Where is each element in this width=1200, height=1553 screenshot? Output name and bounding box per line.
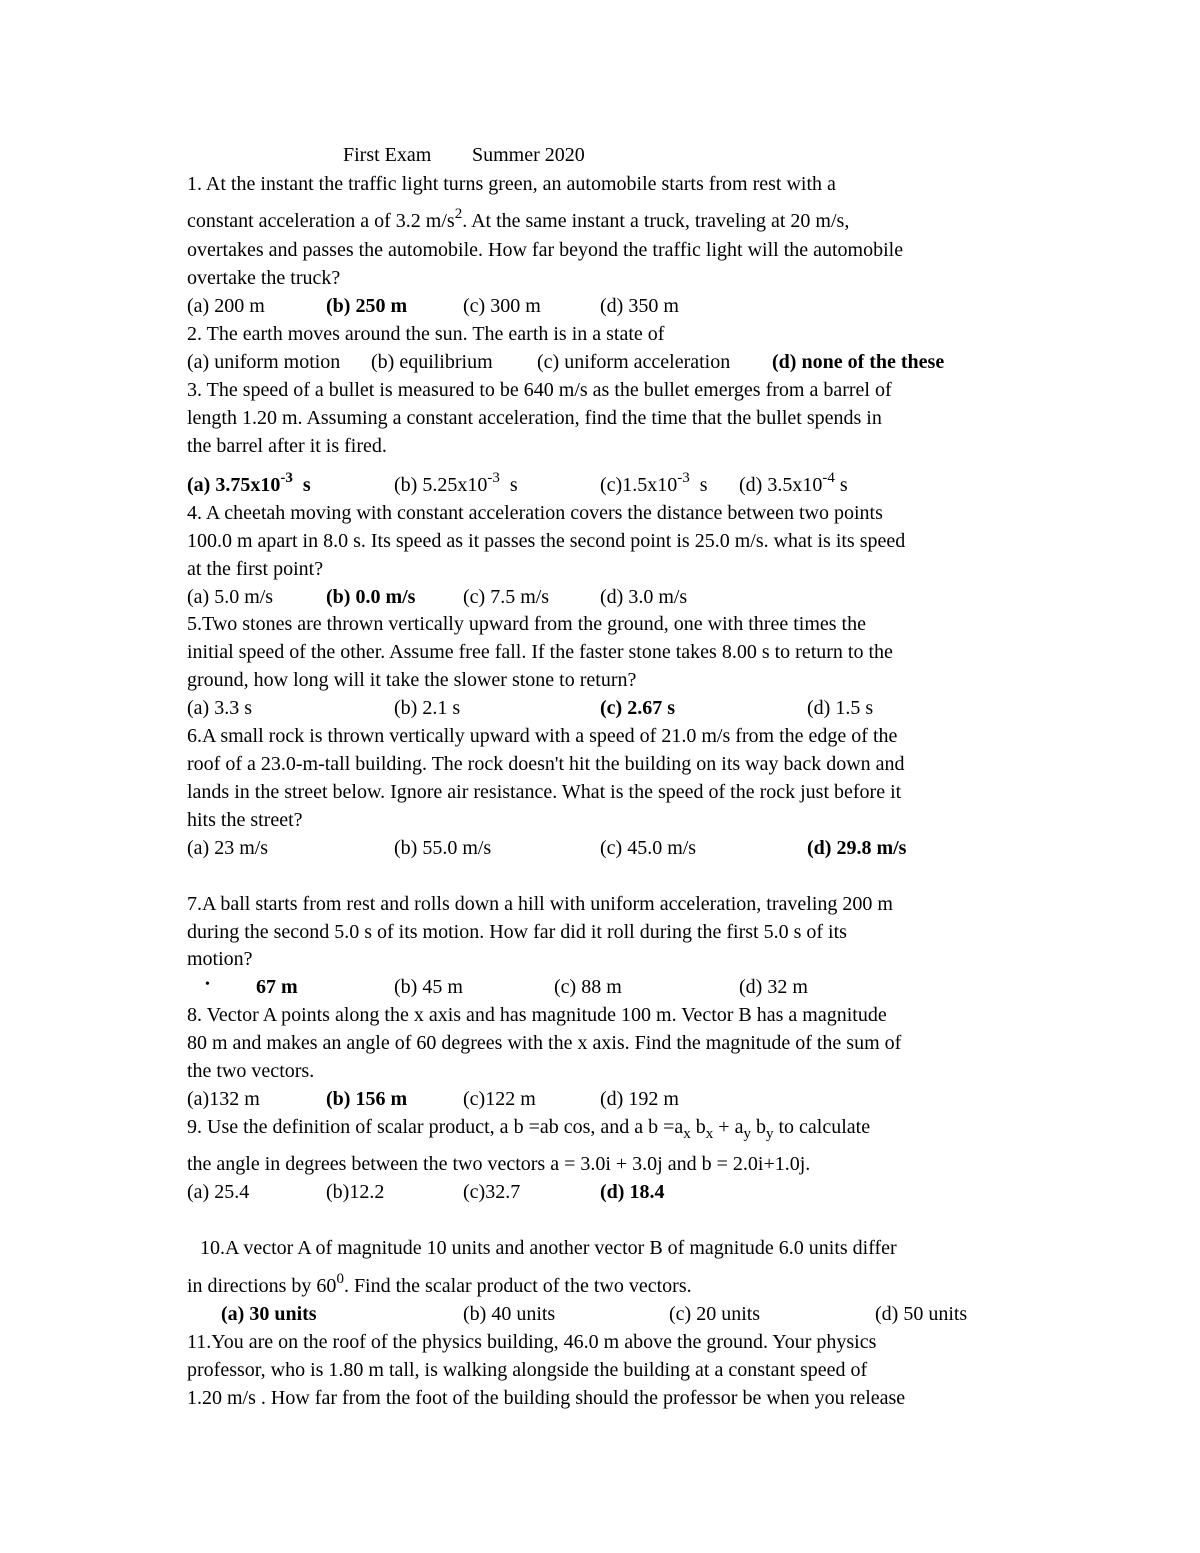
q2-option-b: (b) equilibrium xyxy=(371,351,493,373)
q1-option-d: (d) 350 m xyxy=(600,295,679,317)
q10-line-1: 10.A vector A of magnitude 10 units and another vector B of magnitude 6.0 units differ xyxy=(200,1237,897,1259)
q2-line-1: 2. The earth moves around the sun. The earth is in a state of xyxy=(187,323,665,345)
q9-option-a: (a) 25.4 xyxy=(187,1181,250,1203)
q10-line-2: in directions by $60^0$. Find the scalar product of the two vectors. xyxy=(187,1271,692,1297)
q4-line-2: 100.0 m apart in 8.0 s. Its speed as it passes the second point is 25.0 m/s. what is its speed xyxy=(187,530,906,552)
q7-line-1: 7.A ball starts from rest and rolls down a hill with uniform acceleration, traveling 200 m xyxy=(187,893,893,915)
q3-line-3: the barrel after it is fired. xyxy=(187,435,387,457)
q9-option-b: (b)12.2 xyxy=(326,1181,385,1203)
q4-option-b-answer: (b) 0.0 m/s xyxy=(326,586,416,608)
q10-option-c: (c) 20 units xyxy=(669,1303,761,1325)
q6-option-a: (a) 23 m/s xyxy=(187,837,269,859)
q4-line-1: 4. A cheetah moving with constant acceleration covers the distance between two points xyxy=(187,502,883,524)
q1-option-b-answer: (b) 250 m xyxy=(326,295,408,317)
q2-option-c: (c) uniform acceleration xyxy=(537,351,731,373)
q2-option-a: (a) uniform motion xyxy=(187,351,341,373)
q7-option-b: (b) 45 m xyxy=(394,976,463,998)
q3-option-c: $(c)1.5x10^{-3}$ s xyxy=(600,470,708,496)
q11-line-3: 1.20 m/s . How far from the foot of the building should the professor be when you release xyxy=(187,1387,906,1409)
q1-line-4: overtake the truck? xyxy=(187,267,341,289)
q1-line-2: constant acceleration a of 3.2 $m/s^2$. At the same instant a truck, traveling at 20 m/s, xyxy=(187,206,850,232)
q9-line-2: the angle in degrees between the two vectors a = 3.0i + 3.0j and b = 2.0i+1.0j. xyxy=(187,1153,811,1175)
bullet-icon: • xyxy=(205,977,210,992)
q10-option-d: (d) 50 units xyxy=(875,1303,968,1325)
exam-term: Summer 2020 xyxy=(472,144,585,166)
q9-line-1: 9. Use the definition of scalar product, a b =ab cos, and a $b =a_x$ $b_x + a_y$ $b_y$ to calculate xyxy=(187,1116,871,1142)
q6-line-2: roof of a 23.0-m-tall building. The rock doesn't hit the building on its way back down and xyxy=(187,753,905,775)
q8-line-2: 80 m and makes an angle of 60 degrees with the x axis. Find the magnitude of the sum of xyxy=(187,1032,902,1054)
q4-option-c: (c) 7.5 m/s xyxy=(463,586,550,608)
q3-option-a-answer: (a) $3.75x10^{-3}$ s xyxy=(187,470,311,496)
q8-option-b-answer: (b) 156 m xyxy=(326,1088,408,1110)
exam-title: First Exam xyxy=(343,144,432,166)
q9-option-c: (c)32.7 xyxy=(463,1181,521,1203)
q2-option-d-answer: (d) none of the these xyxy=(772,351,945,373)
q10-option-a-answer: (a) 30 units xyxy=(221,1303,317,1325)
q5-line-1: 5.Two stones are thrown vertically upward from the ground, one with three times the xyxy=(187,613,866,635)
q6-line-3: lands in the street below. Ignore air resistance. What is the speed of the rock just before it xyxy=(187,781,902,803)
q1-line-1: 1. At the instant the traffic light turns green, an automobile starts from rest with a xyxy=(187,173,836,195)
q8-option-a: (a)132 m xyxy=(187,1088,260,1110)
q6-line-1: 6.A small rock is thrown vertically upward with a speed of 21.0 m/s from the edge of the xyxy=(187,725,898,747)
q6-option-b: (b) 55.0 m/s xyxy=(394,837,492,859)
q11-line-2: professor, who is 1.80 m tall, is walking alongside the building at a constant speed of xyxy=(187,1359,868,1381)
q7-option-c: (c) 88 m xyxy=(554,976,622,998)
q6-option-c: (c) 45.0 m/s xyxy=(600,837,697,859)
q9-option-d-answer: (d) 18.4 xyxy=(600,1181,665,1203)
q1-option-a: (a) 200 m xyxy=(187,295,265,317)
q4-line-3: at the first point? xyxy=(187,558,324,580)
q10-option-b: (b) 40 units xyxy=(463,1303,556,1325)
q6-line-4: hits the street? xyxy=(187,809,303,831)
q8-option-c: (c)122 m xyxy=(463,1088,536,1110)
q7-option-d: (d) 32 m xyxy=(739,976,808,998)
q4-option-d: (d) 3.0 m/s xyxy=(600,586,688,608)
q3-option-b: (b) $5.25x10^{-3}$ s xyxy=(394,470,518,496)
q7-option-a-answer: 67 m xyxy=(256,976,298,998)
q1-option-c: (c) 300 m xyxy=(463,295,541,317)
q5-line-3: ground, how long will it take the slower stone to return? xyxy=(187,669,637,691)
q3-line-2: length 1.20 m. Assuming a constant acceleration, find the time that the bullet spends in xyxy=(187,407,882,429)
q5-option-b: (b) 2.1 s xyxy=(394,697,461,719)
q3-line-1: 3. The speed of a bullet is measured to be 640 m/s as the bullet emerges from a barrel of xyxy=(187,379,892,401)
q3-option-d: (d) $3.5x10^{-4}$ s xyxy=(739,470,848,496)
q1-line-3: overtakes and passes the automobile. How far beyond the traffic light will the automobile xyxy=(187,239,904,261)
q4-option-a: (a) 5.0 m/s xyxy=(187,586,274,608)
q5-option-c-answer: (c) 2.67 s xyxy=(600,697,675,719)
q7-line-2: during the second 5.0 s of its motion. How far did it roll during the first 5.0 s of its xyxy=(187,921,847,943)
q8-line-3: the two vectors. xyxy=(187,1060,315,1082)
q5-option-d: (d) 1.5 s xyxy=(807,697,874,719)
q6-option-d-answer: (d) 29.8 m/s xyxy=(807,837,907,859)
q5-line-2: initial speed of the other. Assume free fall. If the faster stone takes 8.00 s to return to the xyxy=(187,641,893,663)
q11-line-1: 11.You are on the roof of the physics building, 46.0 m above the ground. Your physics xyxy=(187,1331,877,1353)
q8-option-d: (d) 192 m xyxy=(600,1088,679,1110)
q8-line-1: 8. Vector A points along the x axis and has magnitude 100 m. Vector B has a magnitude xyxy=(187,1004,887,1026)
q5-option-a: (a) 3.3 s xyxy=(187,697,252,719)
q7-line-3: motion? xyxy=(187,948,253,970)
